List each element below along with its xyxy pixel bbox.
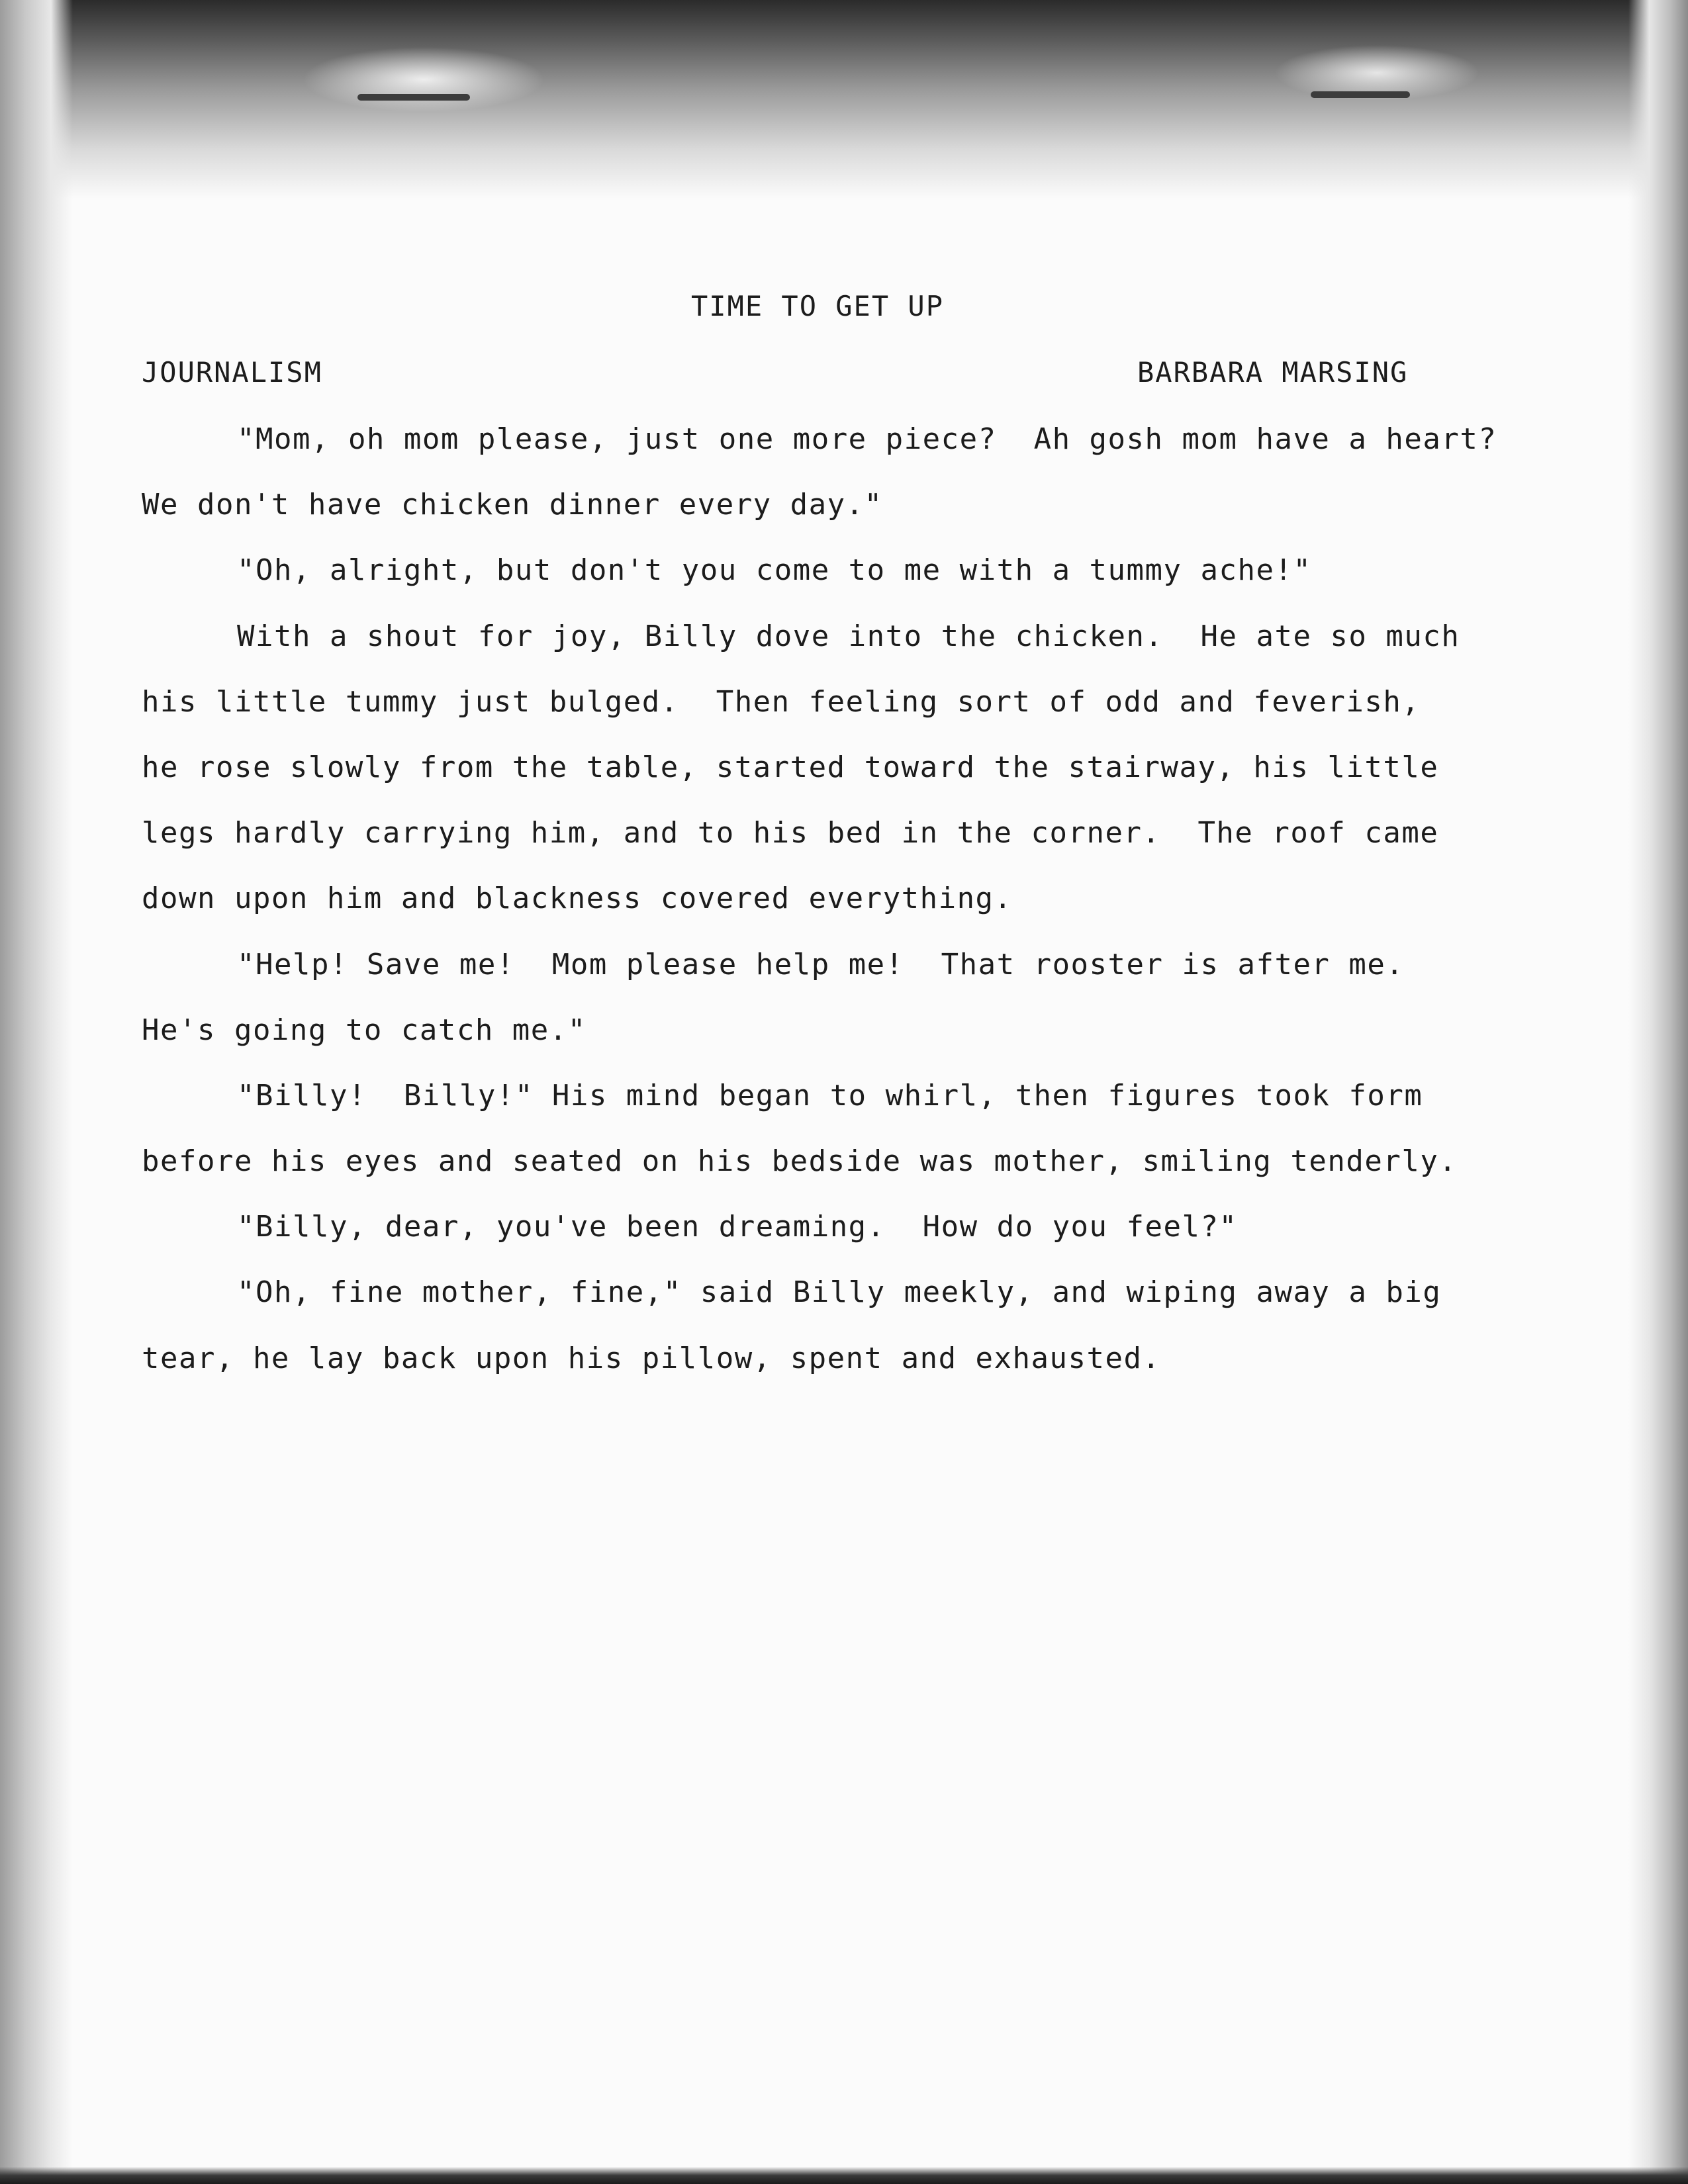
text-line: We don't have chicken dinner every day." <box>142 488 883 522</box>
text-line: he rose slowly from the table, started toward the stairway, his little <box>142 750 1439 784</box>
binder-clip-mark-left <box>357 94 470 101</box>
text-line: his little tummy just bulged. Then feeling sort of odd and feverish, <box>142 684 1421 719</box>
text-line: legs hardly carrying him, and to his bed in the corner. The roof came <box>142 816 1439 850</box>
scan-shadow-right <box>1628 0 1688 2184</box>
text-line: He's going to catch me." <box>142 1013 586 1047</box>
text-line: "Oh, fine mother, fine," said Billy meekly, and wiping away a big <box>237 1275 1442 1310</box>
text-line: "Help! Save me! Mom please help me! That rooster is after me. <box>237 947 1405 981</box>
course-label: JOURNALISM <box>142 356 322 388</box>
scan-shadow-top <box>0 0 1688 199</box>
text-line: "Billy, dear, you've been dreaming. How do you feel?" <box>237 1210 1238 1244</box>
text-line: "Billy! Billy!" His mind began to whirl, then figures took form <box>237 1078 1423 1113</box>
text-line: before his eyes and seated on his bedside was mother, smiling tenderly. <box>142 1144 1458 1179</box>
author-name: BARBARA MARSING <box>1137 356 1409 388</box>
document-title: TIME TO GET UP <box>690 290 944 322</box>
text-line: "Mom, oh mom please, just one more piece? Ah gosh mom have a heart? <box>237 422 1497 456</box>
text-line: With a shout for joy, Billy dove into the chicken. He ate so much <box>237 619 1460 653</box>
text-line: "Oh, alright, but don't you come to me with a tummy ache!" <box>237 553 1312 588</box>
scan-shadow-left <box>0 0 73 2184</box>
text-line: tear, he lay back upon his pillow, spent and exhausted. <box>142 1341 1161 1375</box>
text-line: down upon him and blackness covered everything. <box>142 882 1013 916</box>
story-body <box>142 406 1618 1391</box>
binder-clip-mark-right <box>1311 91 1410 98</box>
scan-edge-bottom <box>0 2167 1688 2184</box>
